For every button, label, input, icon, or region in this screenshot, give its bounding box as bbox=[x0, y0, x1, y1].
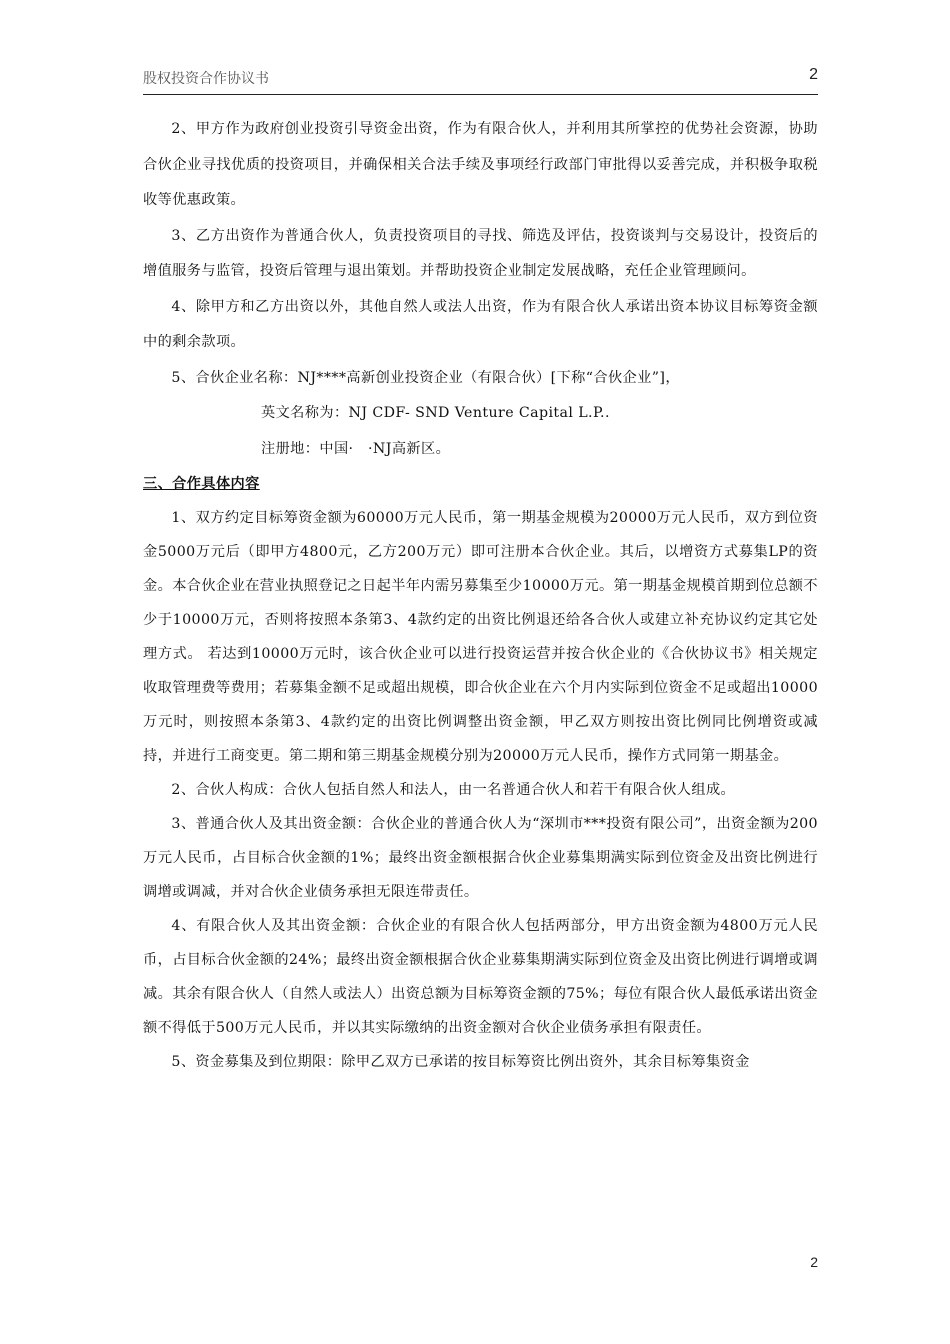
document-body bbox=[143, 112, 818, 1079]
section3-item-4: 4、有限合伙人及其出资金额：合伙企业的有限合伙人包括两部分，甲方出资金额为4800万元人民币，占目标合伙金额的24%；最终出资金额根据合伙企业募集期满实际到位资金及出资比例进行调增或调减。其余有限合伙人（自然人或法人）出资总额为目标筹资金额的75%；每位有限合伙人最低承诺出资金额不得低于500万元人民币，并以其实际缴纳的出资金额对合伙企业债务承担有限责任。 bbox=[143, 918, 818, 1036]
paragraph-3: 3、乙方出资作为普通合伙人，负责投资项目的寻找、筛选及评估，投资谈判与交易设计，投资后的增值服务与监管，投资后管理与退出策划。并帮助投资企业制定发展战略，充任企业管理顾问。 bbox=[143, 227, 818, 279]
registered-address-line: 注册地：中国· ·NJ高新区。 bbox=[261, 440, 451, 457]
section3-item-3: 3、普通合伙人及其出资金额：合伙企业的普通合伙人为“深圳市***投资有限公司”，出资金额为200万元人民币，占目标合伙金额的1%；最终出资金额根据合伙企业募集期满实际到位资金及出资比例进行调增或调减，并对合伙企业债务承担无限连带责任。 bbox=[143, 816, 818, 900]
page-header bbox=[143, 66, 818, 95]
footer-page-number: 2 bbox=[810, 1254, 818, 1270]
section-heading: 三、合作具体内容 bbox=[143, 476, 260, 492]
paragraph-4: 4、除甲方和乙方出资以外，其他自然人或法人出资，作为有限合伙人承诺出资本协议目标筹资金额中的剩余款项。 bbox=[143, 298, 818, 350]
document-title: 股权投资合作协议书 bbox=[143, 71, 269, 87]
section3-item-1: 1、双方约定目标筹资金额为60000万元人民币，第一期基金规模为20000万元人民币，双方到位资金5000万元后（即甲方4800元，乙方200万元）即可注册本合伙企业。其后，以增资方式募集LP的资金。本合伙企业在营业执照登记之日起半年内需另募集至少10000万元。第一期基金规模首期到位总额不少于10000万元，否则将按照本条第3、4款约定的出资比例退还给各合伙人或建立补充协议约定其它处理方式。 若达到10000万元时，该合伙企业可以进行投资运营并按合伙企业的《合伙协议书》相关规定收取管理费等费用；若募集金额不足或超出规模，即合伙企业在六个月内实际到位资金不足或超出10000万元时，则按照本条第3、4款约定的出资比例调整出资金额，甲乙双方则按出资比例同比例增资或减持，并进行工商变更。第二期和第三期基金规模分别为20000万元人民币，操作方式同第一期基金。 bbox=[143, 510, 818, 764]
english-name-line: 英文名称为：NJ CDF- SND Venture Capital L.P.. bbox=[261, 405, 610, 421]
paragraph-2: 2、甲方作为政府创业投资引导资金出资，作为有限合伙人，并利用其所掌控的优势社会资源，协助合伙企业寻找优质的投资项目，并确保相关合法手续及事项经行政部门审批得以妥善完成，并积极争取税收等优惠政策。 bbox=[143, 121, 818, 208]
header-page-number: 2 bbox=[809, 66, 818, 83]
paragraph-5: 5、合伙企业名称：NJ****高新创业投资企业（有限合伙）[下称“合伙企业”]， bbox=[171, 369, 680, 386]
section3-item-2: 2、合伙人构成：合伙人包括自然人和法人，由一名普通合伙人和若干有限合伙人组成。 bbox=[171, 782, 736, 798]
section3-item-5: 5、资金募集及到位期限：除甲乙双方已承诺的按目标筹资比例出资外，其余目标筹集资金 bbox=[171, 1054, 750, 1070]
